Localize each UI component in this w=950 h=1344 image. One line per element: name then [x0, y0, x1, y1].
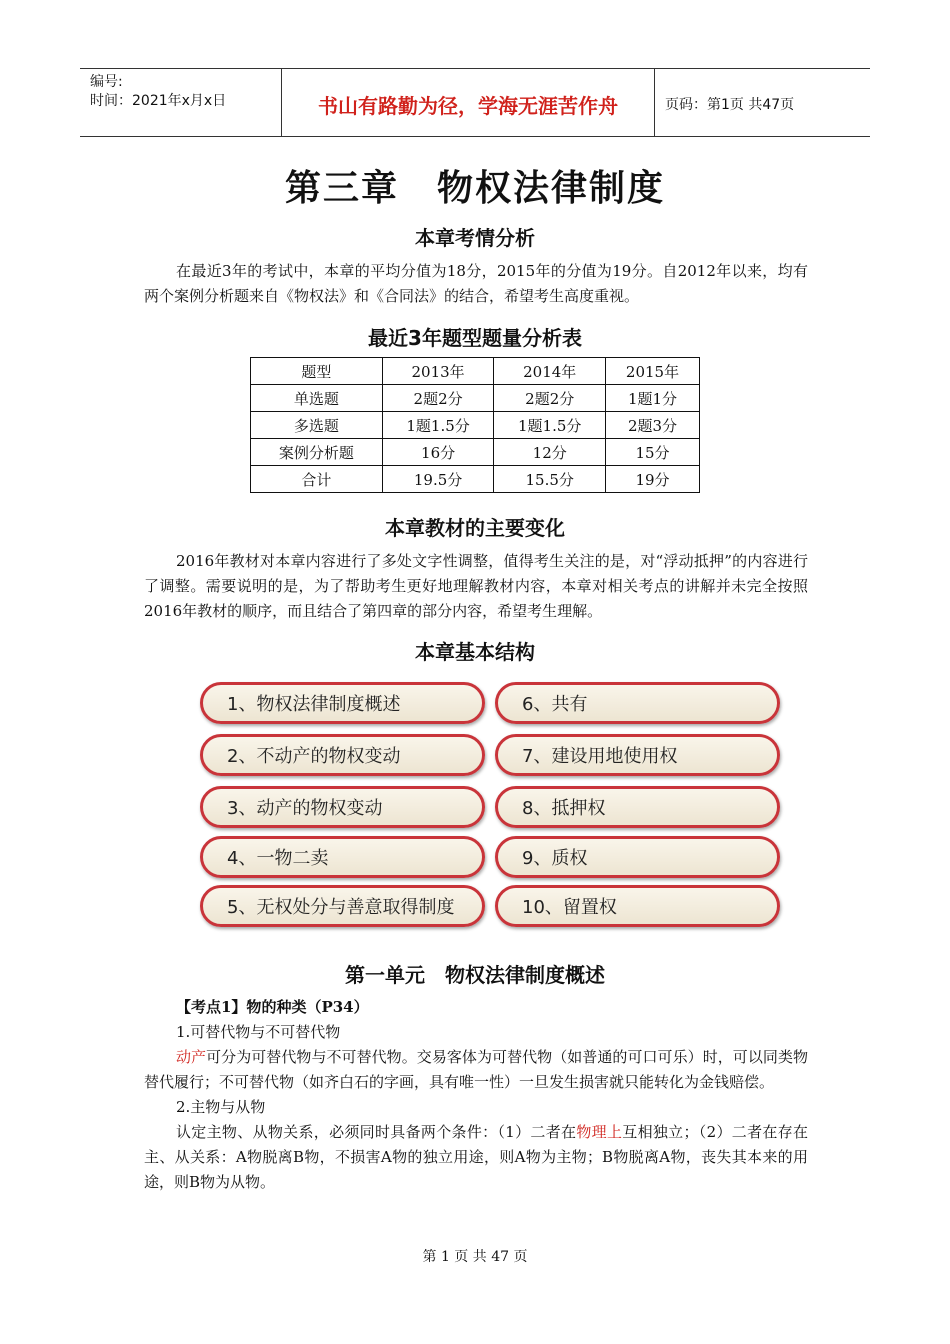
- table-row: [251, 466, 700, 493]
- table-header-cell: 2013年: [382, 358, 494, 385]
- table-cell: 15分: [606, 439, 700, 466]
- unit-paragraph: [144, 1045, 808, 1095]
- table-cell: 多选题: [251, 412, 383, 439]
- analysis-text: 在最近3年的考试中，本章的平均分值为18分，2015年的分值为19分。自2012年以来，均有两个案例分析题来自《物权法》和《合同法》的结合，希望考生高度重视。: [144, 262, 808, 305]
- time-label: 时间：2021年x月x日: [90, 93, 227, 109]
- analysis-paragraph: [144, 259, 808, 309]
- table-cell: 19.5分: [382, 466, 494, 493]
- table-cell: 15.5分: [494, 466, 606, 493]
- structure-item: 3、动产的物权变动: [200, 786, 485, 828]
- highlight-text: 物理上: [576, 1123, 623, 1141]
- structure-item: 8、抵押权: [495, 786, 780, 828]
- table-cell: 合计: [251, 466, 383, 493]
- table-cell: 2题2分: [494, 385, 606, 412]
- table-cell: 1题1.5分: [494, 412, 606, 439]
- table-cell: 案例分析题: [251, 439, 383, 466]
- sub-heading: 2.主物与从物: [176, 1098, 266, 1116]
- table-cell: 19分: [606, 466, 700, 493]
- structure-item: 5、无权处分与善意取得制度: [200, 885, 485, 927]
- structure-item: 9、质权: [495, 836, 780, 878]
- table-header-cell: 2014年: [494, 358, 606, 385]
- page-header: [80, 68, 870, 137]
- structure-title: 本章基本结构: [415, 640, 535, 664]
- table-cell: 1题1.5分: [382, 412, 494, 439]
- score-table: [250, 357, 700, 493]
- table-cell: 单选题: [251, 385, 383, 412]
- header-page-info: 页码：第1页 共47页: [665, 96, 795, 113]
- unit-body: [144, 1020, 808, 1195]
- structure-item: 2、不动产的物权变动: [200, 734, 485, 776]
- table-header-cell: 题型: [251, 358, 383, 385]
- structure-item: 6、共有: [495, 682, 780, 724]
- table-cell: 16分: [382, 439, 494, 466]
- header-motto: 书山有路勤为径，学海无涯苦作舟: [282, 69, 655, 136]
- table-cell: 12分: [494, 439, 606, 466]
- chapter-title: 第三章 物权法律制度: [284, 167, 665, 209]
- highlight-text: 动产: [176, 1048, 207, 1066]
- changes-title: 本章教材的主要变化: [385, 516, 565, 540]
- structure-item: 4、一物二卖: [200, 836, 485, 878]
- analysis-title: 本章考情分析: [415, 226, 535, 250]
- changes-text: 2016年教材对本章内容进行了多处文字性调整，值得考生关注的是，对“浮动抵押”的内容进行了调整。需要说明的是，为了帮助考生更好地理解教材内容，本章对相关考点的讲解并未完全按照2016年教材的顺序，而且结合了第四章的部分内容，希望考生理解。: [144, 552, 808, 620]
- table-header-cell: 2015年: [606, 358, 700, 385]
- table-header-row: [251, 358, 700, 385]
- table-row: [251, 412, 700, 439]
- sub-heading: 1.可替代物与不可替代物: [176, 1023, 341, 1041]
- unit-title: 第一单元 物权法律制度概述: [345, 963, 605, 987]
- table-cell: 2题2分: [382, 385, 494, 412]
- table-row: [251, 385, 700, 412]
- header-meta: [80, 69, 282, 136]
- table-cell: 2题3分: [606, 412, 700, 439]
- page-footer: 第 1 页 共 47 页: [422, 1249, 528, 1265]
- table-row: [251, 439, 700, 466]
- table-cell: 1题1分: [606, 385, 700, 412]
- structure-item: 7、建设用地使用权: [495, 734, 780, 776]
- structure-item: 1、物权法律制度概述: [200, 682, 485, 724]
- structure-item: 10、留置权: [495, 885, 780, 927]
- table-title: 最近3年题型题量分析表: [368, 326, 582, 350]
- unit-paragraph: [144, 1120, 808, 1195]
- kaodian-heading: 【考点1】物的种类（P34）: [176, 998, 369, 1016]
- body-text: 可分为可替代物与不可替代物。交易客体为可替代物（如普通的可口可乐）时，可以同类物替代履行；不可替代物（如齐白石的字画，具有唯一性）一旦发生损害就只能转化为金钱赔偿。: [144, 1048, 808, 1091]
- body-text: 互相独立；（2）二者在存在主、从关系：A物脱离B物，不损害A物的独立用途，则A物为主物；B物脱离A物，丧失其本来的用途，则B物为从物。: [144, 1123, 808, 1191]
- number-label: 编号:: [90, 74, 123, 90]
- changes-paragraph: [144, 549, 808, 624]
- body-text: 认定主物、从物关系，必须同时具备两个条件：（1）二者在: [176, 1123, 577, 1141]
